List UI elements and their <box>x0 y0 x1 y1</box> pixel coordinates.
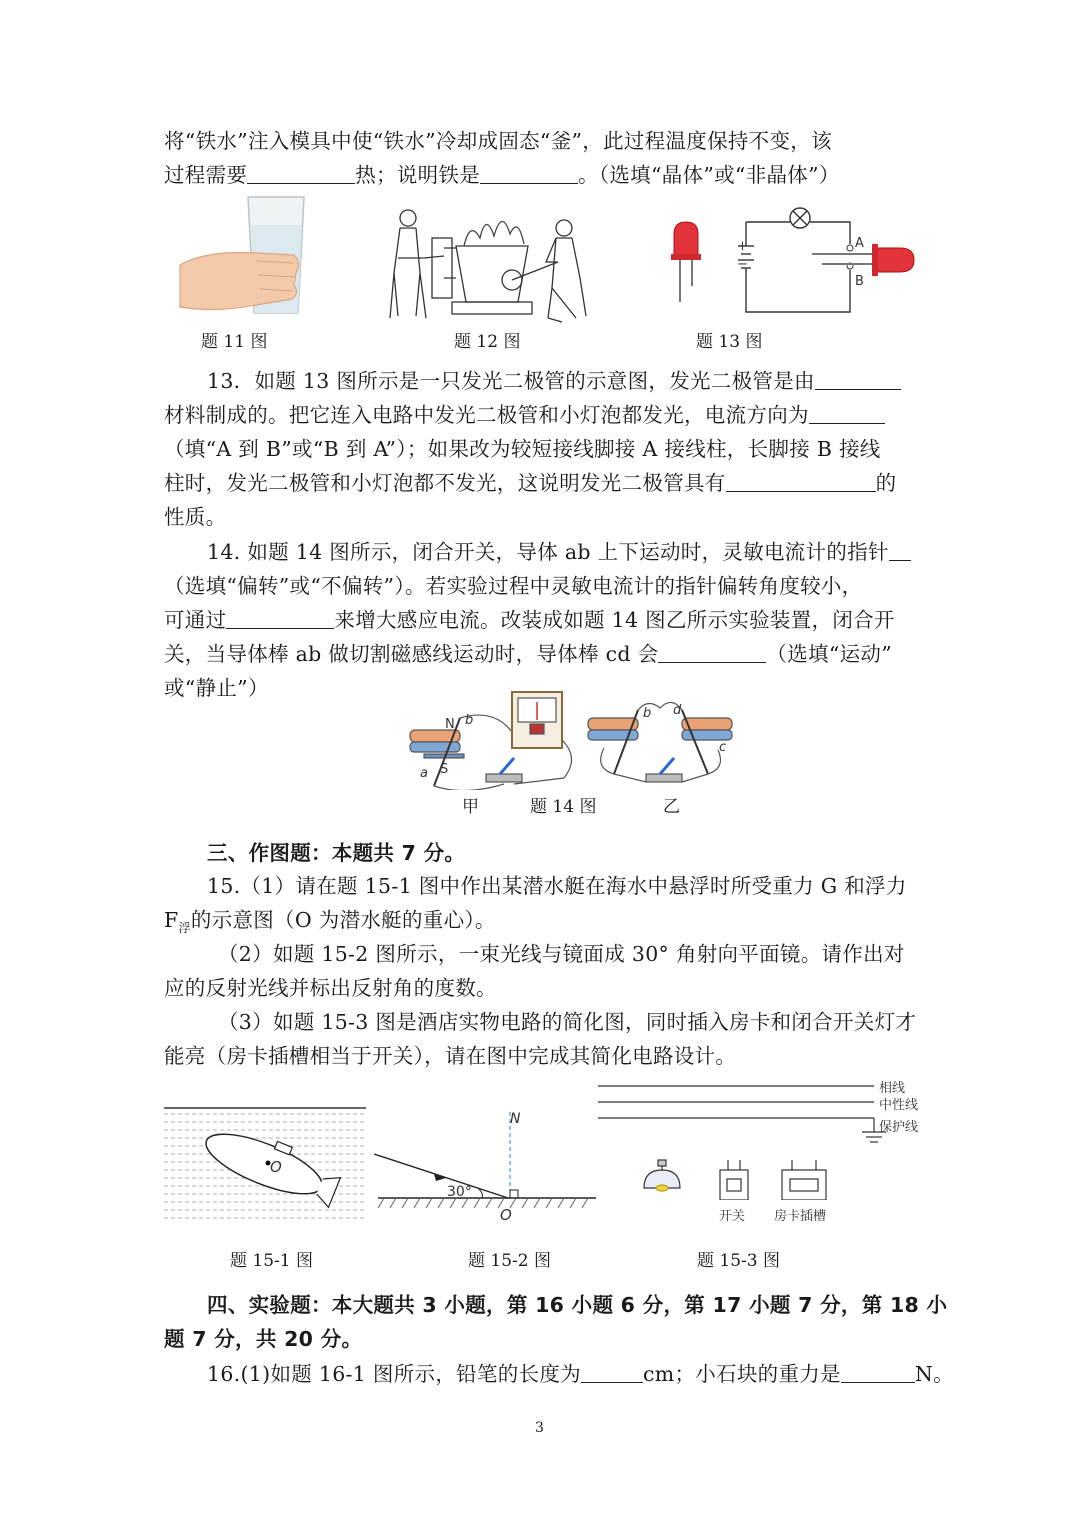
fig15-2-angle-label: 30° <box>447 1184 472 1200</box>
section-4-heading-line-2: 题 7 分，共 20 分。 <box>164 1327 363 1351</box>
answer-blank[interactable] <box>815 371 901 390</box>
fig13-label-plus: + <box>737 239 748 254</box>
fig15-1-submarine <box>164 1106 366 1222</box>
fig11-caption: 题 11 图 <box>201 332 268 352</box>
q15-text-line-2 <box>164 903 496 936</box>
fig15-3-circuit <box>596 1076 926 1200</box>
q16-text-part: N。 <box>914 1362 954 1386</box>
fig15-1-label-o: O <box>270 1158 282 1176</box>
q12-text-part: 热；说明铁是 <box>355 163 481 187</box>
fig15-3-caption: 题 15-3 图 <box>697 1251 780 1271</box>
q16-text-line-1 <box>207 1357 954 1387</box>
fig13-label-a: A <box>855 236 864 251</box>
answer-blank[interactable] <box>581 1364 643 1383</box>
fig12-caption: 题 12 图 <box>454 332 521 352</box>
q14-text-part: 来增大感应电流。改装成如题 14 图乙所示实验装置，闭合开 <box>334 608 895 632</box>
q13-text-line-1 <box>207 364 901 394</box>
fig14-yi-caption: 乙 <box>663 797 680 817</box>
q14-text-line-1 <box>207 535 911 565</box>
q15-text-line-5: （3）如题 15-3 图是酒店实物电路的简化图，同时插入房卡和闭合开关灯才 <box>218 1010 917 1034</box>
q13-text-part: 13．如题 13 图所示是一只发光二极管的示意图，发光二极管是由 <box>207 369 815 393</box>
fig14-jia-caption: 甲 <box>462 797 479 817</box>
answer-blank[interactable] <box>480 165 578 184</box>
fig15-2-caption: 题 15-2 图 <box>468 1251 551 1271</box>
fig15-3-card-slot-label: 房卡插槽 <box>774 1209 827 1224</box>
fig14-label-c: c <box>719 740 727 755</box>
q13-text-line-5: 性质。 <box>164 505 227 529</box>
q15-text-line-6: 能亮（房卡插槽相当于开关），请在图中完成其简化电路设计。 <box>164 1044 737 1068</box>
fig12-casting-image <box>386 198 600 326</box>
q13-text-part: 柱时，发光二极管和小灯泡都不发光，这说明发光二极管具有 <box>164 471 726 495</box>
answer-blank[interactable] <box>726 473 876 492</box>
answer-blank[interactable] <box>658 644 766 663</box>
q15-subscript: 浮 <box>178 921 191 936</box>
answer-blank[interactable] <box>226 610 334 629</box>
fig15-3-phase-line-label: 相线 <box>879 1081 906 1096</box>
fig15-2-label-o: O <box>500 1206 512 1224</box>
fig15-3-ground-line-label: 保护线 <box>879 1120 919 1135</box>
answer-blank[interactable] <box>889 542 911 561</box>
fig14-jia-apparatus <box>404 688 582 790</box>
page-number: 3 <box>535 1420 544 1436</box>
q15-text-part: 的示意图（O 为潜水艇的重心）。 <box>190 908 496 932</box>
fig15-3-switch-label: 开关 <box>719 1209 746 1224</box>
q14-text-line-5: 或“静止”） <box>164 676 269 700</box>
fig14-label-d: d <box>673 703 682 718</box>
answer-blank[interactable] <box>841 1364 915 1383</box>
fig13-label-minus: − <box>737 257 748 272</box>
fig14-label-a: a <box>420 766 428 781</box>
q12-text-line-2 <box>164 158 840 188</box>
q15-text-line-4: 应的反射光线并标出反射角的度数。 <box>164 976 497 1000</box>
fig13-led-circuit <box>662 198 922 318</box>
q13-text-line-3: （填“A 到 B”或“B 到 A”）；如果改为较短接线脚接 A 接线柱，长脚接 B 接线 <box>164 437 881 461</box>
q14-text-part: （选填“运动” <box>766 642 892 666</box>
q13-text-part: 的 <box>875 471 897 495</box>
answer-blank[interactable] <box>809 405 885 424</box>
q14-text-line-4 <box>164 637 892 667</box>
fig14-caption: 题 14 图 <box>530 797 597 817</box>
q12-text-line-1: 将“铁水”注入模具中使“铁水”冷却成固态“釜”，此过程温度保持不变，该 <box>164 129 832 153</box>
fig13-caption: 题 13 图 <box>696 332 763 352</box>
q13-text-line-4 <box>164 466 896 496</box>
q14-text-part: 可通过 <box>164 608 227 632</box>
q12-text-part: 。（选填“晶体”或“非晶体”） <box>578 163 840 187</box>
section-3-heading: 三、作图题：本题共 7 分。 <box>207 841 466 865</box>
fig14-label-n: N <box>445 717 455 732</box>
q14-text-line-3 <box>164 603 895 633</box>
q13-text-line-2 <box>164 398 885 428</box>
q16-text-part: cm；小石块的重力是 <box>642 1362 841 1386</box>
fig14-yi-apparatus <box>586 688 736 790</box>
fig14-label-b2: b <box>643 706 652 721</box>
fig14-label-b: b <box>465 713 474 728</box>
fig14-label-s: S <box>440 762 449 777</box>
q14-text-part: 14. 如题 14 图所示，闭合开关，导体 ab 上下运动时，灵敏电流计的指针 <box>207 540 889 564</box>
answer-blank[interactable] <box>247 165 355 184</box>
q12-text-part: 过程需要 <box>164 163 248 187</box>
q14-text-line-2: （选填“偏转”或“不偏转”）。若实验过程中灵敏电流计的指针偏转角度较小， <box>164 574 863 598</box>
section-4-heading-line-1: 四、实验题：本大题共 3 小题，第 16 小题 6 分，第 17 小题 7 分，第 18 小 <box>207 1293 948 1317</box>
q15-text-line-1: 15.（1）请在题 15-1 图中作出某潜水艇在海水中悬浮时所受重力 G 和浮力 <box>207 874 907 898</box>
fig13-label-b: B <box>855 274 864 289</box>
q13-text-part: 材料制成的。把它连入电路中发光二极管和小灯泡都发光，电流方向为 <box>164 403 809 427</box>
fig11-glass-image <box>176 195 306 320</box>
q15-text-line-3: （2）如题 15-2 图所示，一束光线与镜面成 30° 角射向平面镜。请作出对 <box>218 942 905 966</box>
q14-text-part: 关，当导体棒 ab 做切割磁感线运动时，导体棒 cd 会 <box>164 642 659 666</box>
fig15-3-neutral-line-label: 中性线 <box>879 1098 919 1113</box>
fig15-1-caption: 题 15-1 图 <box>230 1251 313 1271</box>
fig15-2-label-n: N <box>510 1111 521 1127</box>
fig15-2-mirror <box>374 1108 602 1220</box>
q15-text-part: F <box>164 908 179 932</box>
q16-text-part: 16.(1)如题 16-1 图所示，铅笔的长度为 <box>207 1362 581 1386</box>
